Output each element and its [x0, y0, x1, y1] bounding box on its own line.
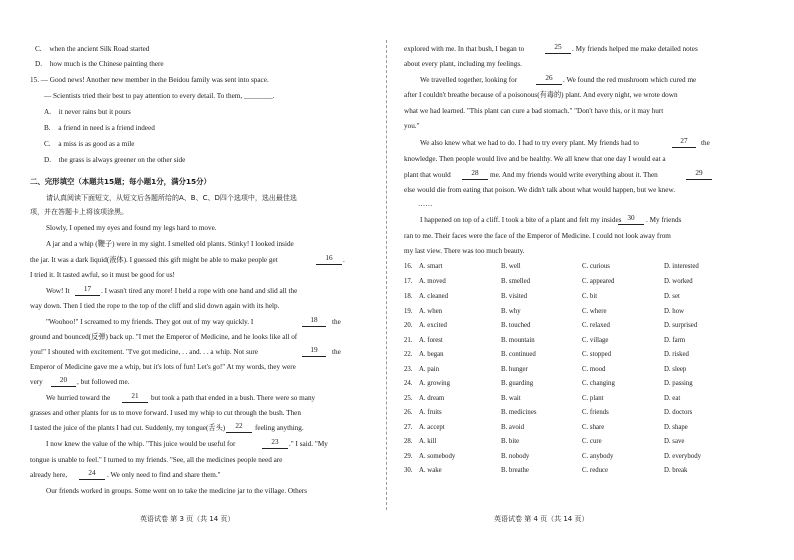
- passage-line: I happened on top of a cliff. I took a bite of a plant and felt my insides: [420, 216, 622, 224]
- option-a[interactable]: A. fruits: [419, 409, 442, 416]
- option-a[interactable]: A. cleaned: [419, 293, 449, 300]
- passage-line: Wow! It: [46, 287, 70, 295]
- option-a[interactable]: A. accept: [419, 424, 445, 431]
- passage-line: ." I said. "My: [289, 440, 328, 448]
- option-a[interactable]: A. wake: [419, 467, 442, 474]
- q14-option-d[interactable]: [35, 59, 164, 69]
- option-text: how much is the Chinese painting there: [49, 60, 164, 68]
- option-text: a miss is as good as a mile: [58, 140, 135, 148]
- blank-28[interactable]: 28: [462, 169, 488, 180]
- option-text: a friend in need is a friend indeed: [58, 124, 155, 132]
- option-c[interactable]: C. relaxed: [582, 322, 610, 329]
- option-c[interactable]: C. changing: [582, 380, 615, 387]
- option-a[interactable]: A. kill: [419, 438, 437, 445]
- page-footer: 英语试卷 第 4 页（共 14 页）: [494, 515, 589, 523]
- passage-line: grasses and other plants for us to move forward. I used my whip to cut through the bush. Then: [30, 409, 301, 417]
- passage-line: what we had learned. "This plant can cure a bad stomach." "Don't have this, or it may hurt: [404, 107, 664, 115]
- blank-27[interactable]: 27: [672, 137, 696, 148]
- blank-24[interactable]: 24: [79, 469, 105, 480]
- option-c[interactable]: C. mood: [582, 366, 606, 373]
- option-d[interactable]: D. break: [664, 467, 688, 474]
- passage-line: We travelled together, looking for: [420, 76, 518, 84]
- question-number: 23.: [404, 366, 413, 373]
- option-c[interactable]: C. friends: [582, 409, 609, 416]
- passage-line: . We only need to find and share them.": [107, 471, 221, 479]
- passage-line: the: [332, 348, 341, 356]
- instruction-line-2: 项，并在答题卡上将该项涂黑。: [30, 208, 128, 216]
- option-c[interactable]: C. bit: [582, 293, 598, 300]
- passage-line: tongue is unable to feel." I turned to my friends. "See, all the medicines people need are: [30, 456, 283, 464]
- passage-line: else would die from eating that poison. We didn't talk about what would happen, but we knew.: [404, 186, 675, 194]
- passage-line: the: [701, 139, 710, 147]
- option-c[interactable]: C. where: [582, 308, 607, 315]
- question-number: 20.: [404, 322, 413, 329]
- passage-line: Emperor of Medicine gave me a whip, but it's lots of fun! Let's go!" At my words, they were: [30, 363, 296, 371]
- question-number: 18.: [404, 293, 413, 300]
- passage-line: me. And my friends would write everything about it. Then: [490, 171, 658, 179]
- option-c[interactable]: C. village: [582, 337, 609, 344]
- passage-line: knowledge. Then people would live and be healthy. We all knew that one day I would eat a: [404, 155, 666, 163]
- passage-line: ground and bounced(反弹) back up. "I met the Emperor of Medicine, and he looks like all of: [30, 333, 298, 341]
- option-d[interactable]: D. risked: [664, 351, 689, 358]
- blank-18[interactable]: 18: [302, 316, 326, 327]
- passage-line: Our friends worked in groups. Some went on to take the medicine jar to the village. Others: [46, 487, 308, 495]
- option-d[interactable]: D. farm: [664, 337, 686, 344]
- passage-line: my last view. There was too much beauty.: [404, 247, 525, 255]
- blank-17[interactable]: 17: [75, 285, 100, 296]
- option-d[interactable]: D. everybody: [664, 453, 701, 460]
- passage-line: you!" I shouted with excitement. "I've got medicine, . . and. . . a whip. Not sure: [30, 348, 258, 356]
- q14-option-c[interactable]: [35, 44, 149, 54]
- option-b[interactable]: B. smelled: [501, 278, 531, 285]
- option-a[interactable]: A. somebody: [419, 453, 456, 460]
- option-d[interactable]: D. how: [664, 308, 685, 315]
- passage-line: very: [30, 378, 43, 386]
- option-letter: C.: [35, 45, 42, 53]
- option-b[interactable]: B. bite: [501, 438, 520, 445]
- passage-line: ran to me. Their faces were the face of the Emperor of Medicine. I could not look away from: [404, 232, 671, 240]
- blank-30[interactable]: 30: [618, 214, 644, 225]
- question-number: 28.: [404, 438, 413, 445]
- option-d[interactable]: D. passing: [664, 380, 693, 387]
- option-a[interactable]: A. dream: [419, 395, 445, 402]
- passage-line: after I couldn't breathe because of a poisonous(有毒的) plant. And every night, we wrote down: [404, 91, 678, 99]
- option-d[interactable]: D. worked: [664, 278, 693, 285]
- option-b[interactable]: B. well: [501, 263, 521, 270]
- blank-16[interactable]: 16: [316, 254, 342, 265]
- option-b[interactable]: B. why: [501, 308, 521, 315]
- option-d[interactable]: D. eat: [664, 395, 681, 402]
- option-c[interactable]: C. stopped: [582, 351, 612, 358]
- question-number: 19.: [404, 308, 413, 315]
- blank-22[interactable]: 22: [226, 422, 252, 433]
- ellipsis: ……: [418, 200, 433, 208]
- question-number: 22.: [404, 351, 413, 358]
- passage-line: . We found the red mushroom which cured me: [563, 76, 697, 84]
- option-letter: A.: [44, 108, 51, 116]
- option-a[interactable]: A. forest: [419, 337, 443, 344]
- option-b[interactable]: B. avoid: [501, 424, 525, 431]
- blank-23[interactable]: 23: [262, 438, 288, 449]
- option-d[interactable]: D. surprised: [664, 322, 698, 329]
- section-title: 二、完形填空（本题共15题；每小题1分，满分15分）: [30, 177, 211, 186]
- passage-line: . My friends helped me make detailed notes: [572, 45, 698, 53]
- q15-reply: — Scientists tried their best to pay attention to every detail. To them, ________.: [44, 92, 275, 100]
- option-a[interactable]: A. growing: [419, 380, 450, 387]
- passage-line: A jar and a whip (鞭子) were in my sight. I smelled old plants. Stinky! I looked inside: [46, 240, 294, 248]
- passage-line: already here,: [30, 471, 68, 479]
- passage-line: about every plant, including my feelings.: [404, 60, 522, 68]
- option-text: the grass is always greener on the other side: [58, 156, 186, 164]
- option-a[interactable]: A. moved: [419, 278, 446, 285]
- option-c[interactable]: C. plant: [582, 395, 604, 402]
- option-text: when the ancient Silk Road started: [49, 45, 150, 53]
- passage-line: Slowly, I opened my eyes and found my legs hard to move.: [46, 224, 217, 232]
- option-b[interactable]: B. hunger: [501, 366, 528, 373]
- passage-line: . I wasn't tired any more! I held a rope with one hand and slid all the: [101, 287, 298, 295]
- q15-stem: 15. — Good news! Another new member in the Beidou family was sent into space.: [30, 76, 269, 84]
- option-d[interactable]: D. interested: [664, 263, 699, 270]
- option-d[interactable]: D. doctors: [664, 409, 693, 416]
- option-b[interactable]: B. mountain: [501, 337, 535, 344]
- option-b[interactable]: B. visited: [501, 293, 528, 300]
- option-a[interactable]: A. smart: [419, 263, 443, 270]
- passage-line: you.": [404, 122, 420, 130]
- question-number: 26.: [404, 409, 413, 416]
- blank-19[interactable]: 19: [302, 346, 326, 357]
- option-c[interactable]: C. anybody: [582, 453, 614, 460]
- q15-option-c[interactable]: [44, 139, 134, 149]
- passage-line: I tasted the juice of the plants I had cut. Suddenly, my tongue(舌头): [30, 424, 226, 432]
- option-b[interactable]: B. breathe: [501, 467, 529, 474]
- option-d[interactable]: D. shape: [664, 424, 688, 431]
- option-c[interactable]: C. appeared: [582, 278, 615, 285]
- blank-29[interactable]: 29: [686, 169, 712, 180]
- passage-line: the: [332, 318, 341, 326]
- blank-25[interactable]: 25: [545, 43, 571, 54]
- q15-option-d[interactable]: [44, 155, 185, 165]
- passage-line: I now knew the value of the whip. "This juice would be useful for: [46, 440, 236, 448]
- option-a[interactable]: A. pain: [419, 366, 440, 373]
- passage-line: feeling anything.: [255, 424, 304, 432]
- passage-line: but took a path that ended in a bush. There were so many: [151, 394, 316, 402]
- passage-line: I tried it. It tasted awful, so it must be good for us!: [30, 271, 175, 279]
- option-c[interactable]: C. curious: [582, 263, 610, 270]
- q15-option-b[interactable]: [44, 123, 155, 133]
- passage-line: explored with me. In that bush, I began to: [404, 45, 525, 53]
- question-number: 25.: [404, 395, 413, 402]
- option-b[interactable]: B. touched: [501, 322, 531, 329]
- blank-21[interactable]: 21: [122, 392, 148, 403]
- passage-line: . My friends: [646, 216, 682, 224]
- question-number: 30.: [404, 467, 413, 474]
- option-b[interactable]: B. continued: [501, 351, 536, 358]
- question-number: 27.: [404, 424, 413, 431]
- q15-option-a[interactable]: [44, 107, 131, 117]
- instruction-line-1: 请认真阅读下面短文，从短文后各题所给的A、B、C、D四个选项中，选出最佳选: [46, 194, 297, 202]
- page-footer: 英语试卷 第 3 页（共 14 页）: [140, 515, 235, 523]
- question-number: 16.: [404, 263, 413, 270]
- option-a[interactable]: A. began: [419, 351, 444, 358]
- question-number: 17.: [404, 278, 413, 285]
- page-divider: [386, 40, 387, 510]
- option-letter: D.: [35, 60, 42, 68]
- option-b[interactable]: B. medicines: [501, 409, 537, 416]
- passage-line: .: [343, 256, 345, 264]
- option-d[interactable]: D. sleep: [664, 366, 687, 373]
- option-text: it never rains but it pours: [58, 108, 131, 116]
- passage-line: We also knew what we had to do. I had to try every plant. My friends had to: [420, 139, 639, 147]
- blank-20[interactable]: 20: [51, 376, 76, 387]
- option-a[interactable]: A. when: [419, 308, 443, 315]
- passage-line: We hurried toward the: [46, 394, 111, 402]
- option-c[interactable]: C. cure: [582, 438, 602, 445]
- option-c[interactable]: C. share: [582, 424, 605, 431]
- option-b[interactable]: B. guarding: [501, 380, 534, 387]
- option-letter: B.: [44, 124, 51, 132]
- left-page: [0, 0, 384, 560]
- passage-line: "Woohoo!" I screamed to my friends. They got out of my way quickly. I: [46, 318, 254, 326]
- right-page: [396, 0, 794, 560]
- option-d[interactable]: D. set: [664, 293, 680, 300]
- passage-line: the jar. It was a dark liquid(液体). I guessed this gift might be able to make people get: [30, 256, 278, 264]
- option-letter: C.: [44, 140, 51, 148]
- question-number: 21.: [404, 337, 413, 344]
- option-d[interactable]: D. save: [664, 438, 685, 445]
- option-b[interactable]: B. wait: [501, 395, 521, 402]
- blank-26[interactable]: 26: [536, 74, 562, 85]
- option-letter: D.: [44, 156, 51, 164]
- passage-line: plant that would: [404, 171, 451, 179]
- question-number: 29.: [404, 453, 413, 460]
- option-a[interactable]: A. excited: [419, 322, 447, 329]
- passage-line: , but followed me.: [77, 378, 130, 386]
- question-number: 24.: [404, 380, 413, 387]
- option-c[interactable]: C. reduce: [582, 467, 609, 474]
- option-b[interactable]: B. nobody: [501, 453, 530, 460]
- passage-line: way down. Then I tied the rope to the top of the cliff and slid down again with its help.: [30, 302, 280, 310]
